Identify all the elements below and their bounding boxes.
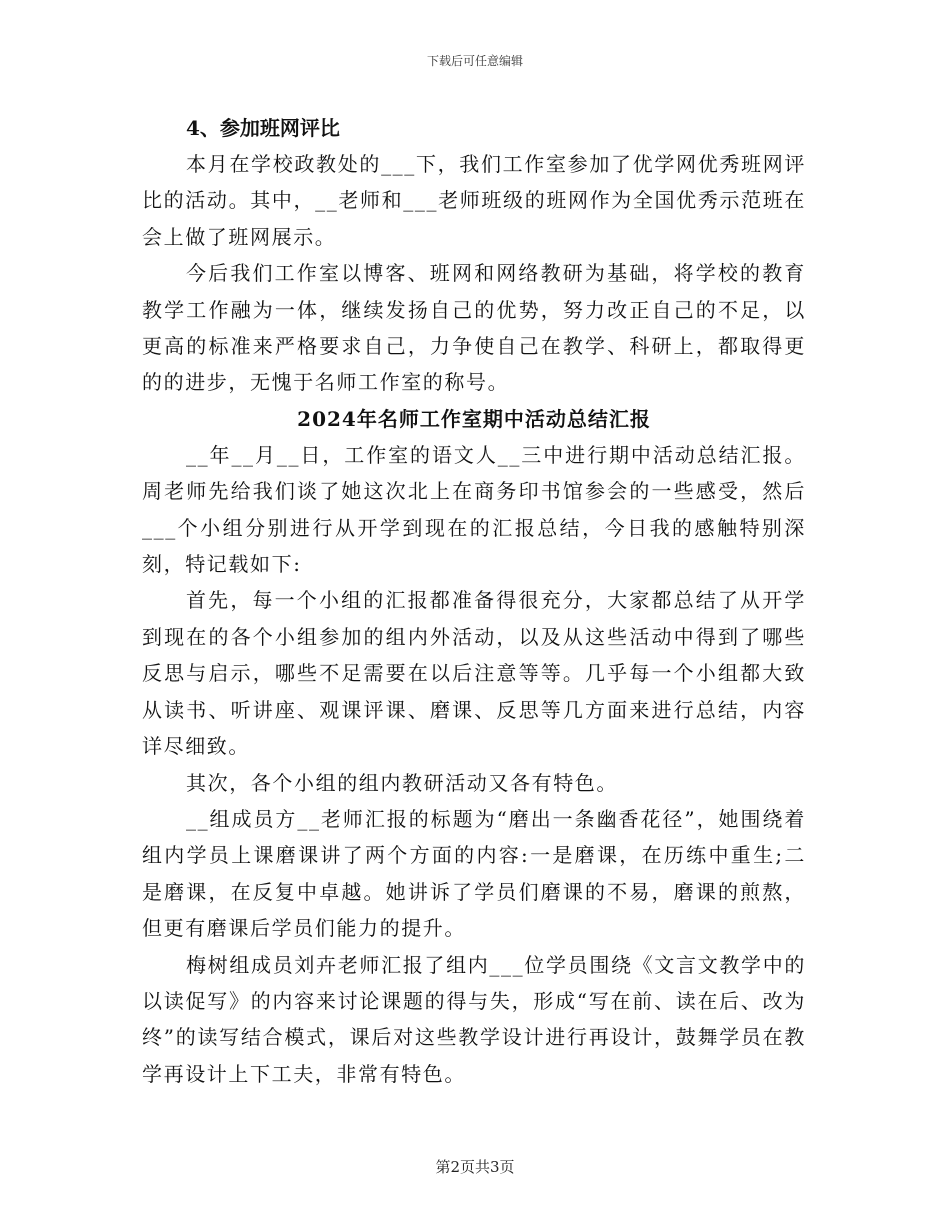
- document-body: [142, 110, 806, 1092]
- section-heading: 4、参加班网评比: [186, 116, 340, 140]
- paragraph: 其次，各个小组的组内教研活动又各有特色。: [186, 770, 618, 795]
- paragraph: __组成员方__老师汇报的标题为“磨出一条幽香花径”，她围绕着组内学员上课磨课讲了两个方面的内容:一是磨课，在历练中重生;二是磨课，在反复中卓越。她讲诉了学员们磨课的不易，磨课的煎熬，但更有磨课后学员们能力的提升。: [142, 806, 806, 941]
- paragraph: 本月在学校政教处的___下，我们工作室参加了优学网优秀班网评比的活动。其中，__老师和___老师班级的班网作为全国优秀示范班在会上做了班网展示。: [142, 152, 806, 249]
- page-number: 第2页共3页: [435, 1158, 515, 1176]
- report-title: 2024年名师工作室期中活动总结汇报: [297, 406, 651, 431]
- page-header: 下载后可任意编辑: [426, 54, 523, 68]
- paragraph: 首先，每一个小组的汇报都准备得很充分，大家都总结了从开学到现在的各个小组参加的组内外活动，以及从这些活动中得到了哪些反思与启示，哪些不足需要在以后注意等等。几乎每一个小组都大致从读书、听讲座、观课评课、磨课、反思等几方面来进行总结，内容详尽细致。: [142, 588, 806, 759]
- paragraph: __年__月__日，工作室的语文人__三中进行期中活动总结汇报。周老师先给我们谈了她这次北上在商务印书馆参会的一些感受，然后___个小组分别进行从开学到现在的汇报总结，今日我的感触特别深刻，特记载如下:: [142, 442, 806, 577]
- paragraph: 梅树组成员刘卉老师汇报了组内___位学员围绕《文言文教学中的以读促写》的内容来讨论课题的得与失，形成“写在前、读在后、改为终”的读写结合模式，课后对这些教学设计进行再设计，鼓舞学员在教学再设计上下工夫，非常有特色。: [142, 952, 806, 1086]
- paragraph: 今后我们工作室以博客、班网和网络教研为基础，将学校的教育教学工作融为一体，继续发扬自己的优势，努力改正自己的不足，以更高的标准来严格要求自己，力争使自己在教学、科研上，都取得更的的进步，无愧于名师工作室的称号。: [142, 261, 806, 395]
